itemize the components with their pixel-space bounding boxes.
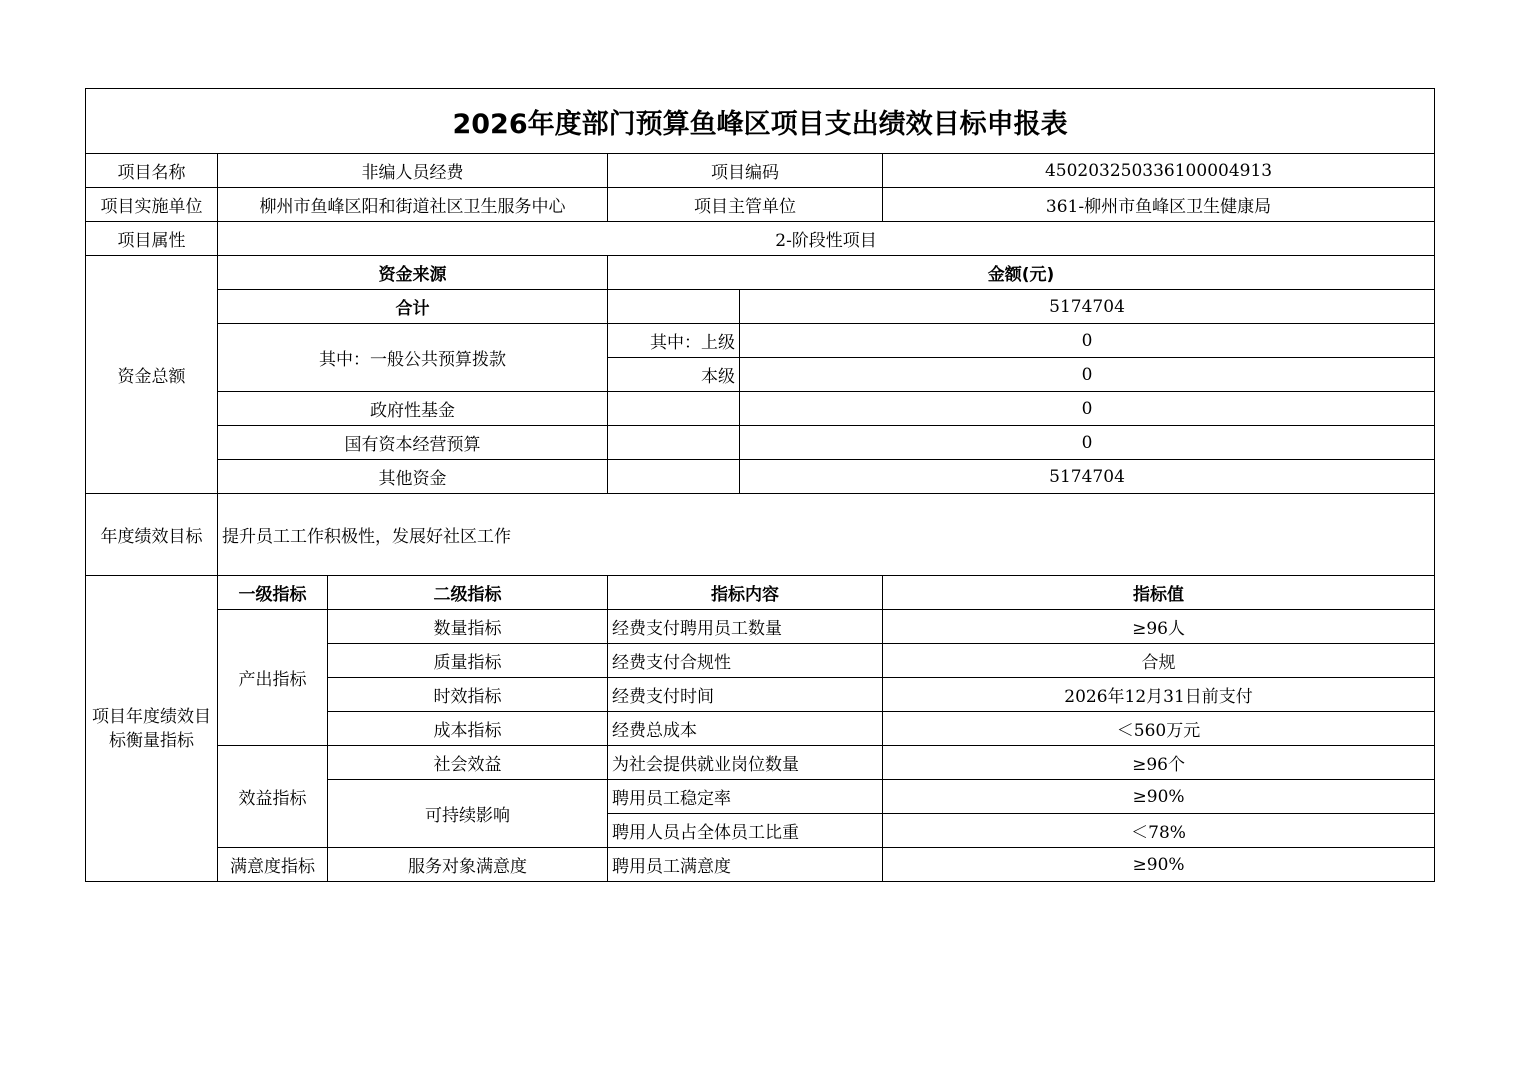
value-cell: ≥96个 [883, 746, 1435, 780]
funds-local-value: 0 [740, 358, 1435, 392]
funds-state-capital-label: 国有资本经营预算 [218, 426, 608, 460]
level2-header: 二级指标 [328, 576, 608, 610]
satisfaction-indicator-label: 满意度指标 [218, 848, 328, 882]
value-cell: 2026年12月31日前支付 [883, 678, 1435, 712]
level2-cell: 数量指标 [328, 610, 608, 644]
project-attr-label: 项目属性 [86, 222, 218, 256]
level2-cell: 服务对象满意度 [328, 848, 608, 882]
project-name-value: 非编人员经费 [218, 154, 608, 188]
funds-total-value: 5174704 [740, 290, 1435, 324]
empty-cell [608, 392, 740, 426]
annual-goal-text: 提升员工工作积极性，发展好社区工作 [218, 494, 1435, 576]
content-cell: 经费总成本 [608, 712, 883, 746]
level1-header: 一级指标 [218, 576, 328, 610]
mgmt-unit-value: 361-柳州市鱼峰区卫生健康局 [883, 188, 1435, 222]
value-cell: 合规 [883, 644, 1435, 678]
value-cell: ＜560万元 [883, 712, 1435, 746]
empty-cell [608, 426, 740, 460]
funds-state-capital-value: 0 [740, 426, 1435, 460]
funds-upper-value: 0 [740, 324, 1435, 358]
content-cell: 经费支付聘用员工数量 [608, 610, 883, 644]
content-cell: 为社会提供就业岗位数量 [608, 746, 883, 780]
funds-total-label: 合计 [218, 290, 608, 324]
table-row [86, 610, 1435, 644]
funds-other-label: 其他资金 [218, 460, 608, 494]
value-cell: ≥96人 [883, 610, 1435, 644]
funds-general-label: 其中：一般公共预算拨款 [218, 324, 608, 392]
funds-amount-header: 金额(元) [608, 256, 1435, 290]
output-indicator-label: 产出指标 [218, 610, 328, 746]
value-header: 指标值 [883, 576, 1435, 610]
content-cell: 聘用员工稳定率 [608, 780, 883, 814]
content-cell: 聘用人员占全体员工比重 [608, 814, 883, 848]
table-row [86, 848, 1435, 882]
impl-unit-label: 项目实施单位 [86, 188, 218, 222]
level2-cell: 成本指标 [328, 712, 608, 746]
project-attr-value: 2-阶段性项目 [218, 222, 1435, 256]
empty-cell [608, 460, 740, 494]
value-cell: ≥90% [883, 848, 1435, 882]
project-code-label: 项目编码 [608, 154, 883, 188]
benefit-indicator-label: 效益指标 [218, 746, 328, 848]
impl-unit-value: 柳州市鱼峰区阳和街道社区卫生服务中心 [218, 188, 608, 222]
indicators-label: 项目年度绩效目标衡量指标 [86, 576, 218, 882]
level2-cell: 社会效益 [328, 746, 608, 780]
funds-upper-label: 其中：上级 [608, 324, 740, 358]
project-name-label: 项目名称 [86, 154, 218, 188]
content-header: 指标内容 [608, 576, 883, 610]
annual-goal-label: 年度绩效目标 [86, 494, 218, 576]
funds-source-header: 资金来源 [218, 256, 608, 290]
value-cell: ＜78% [883, 814, 1435, 848]
mgmt-unit-label: 项目主管单位 [608, 188, 883, 222]
level2-cell: 质量指标 [328, 644, 608, 678]
level2-cell: 可持续影响 [328, 780, 608, 848]
funds-gov-fund-label: 政府性基金 [218, 392, 608, 426]
funds-gov-fund-value: 0 [740, 392, 1435, 426]
content-cell: 经费支付合规性 [608, 644, 883, 678]
content-cell: 经费支付时间 [608, 678, 883, 712]
level2-cell: 时效指标 [328, 678, 608, 712]
funds-other-value: 5174704 [740, 460, 1435, 494]
page-title: 2026年度部门预算鱼峰区项目支出绩效目标申报表 [86, 89, 1435, 154]
value-cell: ≥90% [883, 780, 1435, 814]
funds-label: 资金总额 [86, 256, 218, 494]
funds-local-label: 本级 [608, 358, 740, 392]
content-cell: 聘用员工满意度 [608, 848, 883, 882]
performance-target-table [85, 88, 1435, 882]
table-row [86, 746, 1435, 780]
project-code-value: 450203250336100004913 [883, 154, 1435, 188]
empty-cell [608, 290, 740, 324]
